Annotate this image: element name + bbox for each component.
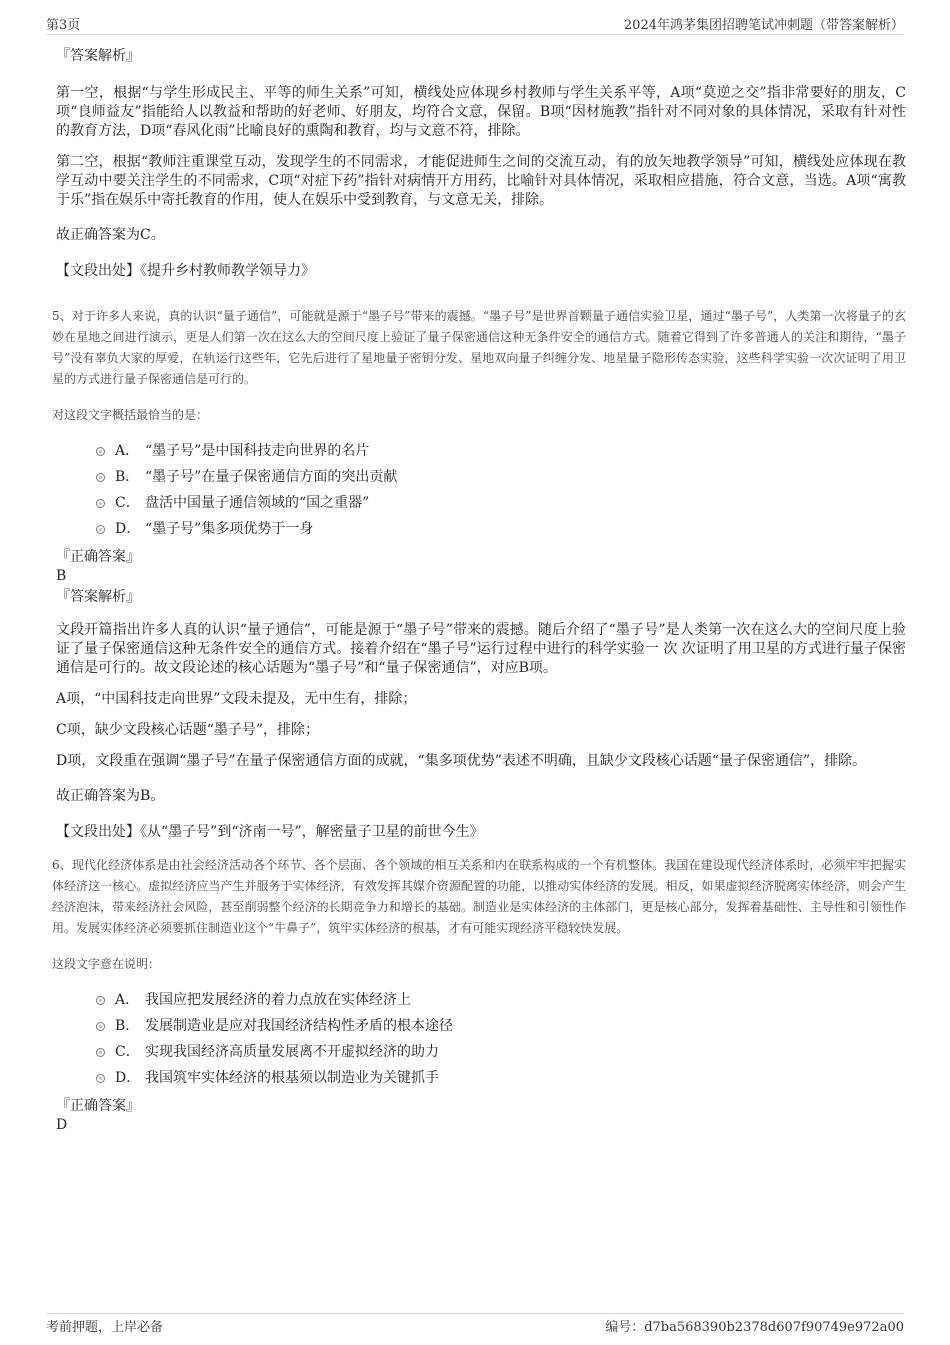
question-5-analysis-paragraph: 文段开篇指出许多人真的认识“量子通信”，可能是源于“墨子号”带来的震撼。随后介绍了“墨子号”是人类第一次在这么大的空间尺度上验证了量子保密通信这种无条件安全的通信方式。接着介绍在“墨子号”运行过程中进行的科学实验一 次 次证明了用卫星的方式进行量子保密通信是可行的。故文段论述的核心话题为“墨子号”和“量子保密通信”，对应B项。 — [56, 622, 906, 676]
question-6-options — [96, 986, 906, 1090]
option-text: 实现我国经济高质量发展离不开虚拟经济的助力 — [145, 1044, 439, 1060]
question-5-correct-label: 『正确答案』 — [56, 549, 140, 565]
question-5-correct-answer: B — [56, 568, 67, 584]
radio-icon[interactable] — [96, 996, 105, 1005]
question-5-option-a[interactable] — [96, 437, 906, 463]
question-5-source: 【文段出处】《从“墨子号”到“济南一号”，解密量子卫星的前世今生》 — [56, 824, 484, 840]
radio-icon[interactable] — [96, 447, 105, 456]
question-6-stem: 6、现代化经济体系是由社会经济活动各个环节、各个层面、各个领域的相互关系和内在联系构成的一个有机整体。我国在建设现代经济体系时，必须牢牢把握实体经济这一核心。虚拟经济应当产生并服务于实体经济，有效发挥其媒介资源配置的功能，以推动实体经济的发展。相反，如果虚拟经济脱离实体经济，则会产生经济泡沫，带来经济社会风险，甚至削弱整个经济的长期竞争力和增长的基础。制造业是实体经济的主体部门，更是核心部分，发挥着基础性、主导性和引领性作用。发展实体经济必须要抓住制造业这个“牛鼻子”，筑牢实体经济的根基，才有可能实现经济平稳较快发展。 — [52, 858, 906, 935]
option-letter: C． — [115, 495, 140, 511]
option-letter: D． — [115, 521, 141, 537]
question-5-option-b[interactable] — [96, 463, 906, 489]
question-6-correct-answer: D — [56, 1117, 68, 1133]
question-5-stem: 5、对于许多人来说，真的认识“量子通信”，可能就是源于“墨子号”带来的震撼。“墨子号”是世界首颗量子通信实验卫星，通过“墨子号”，人类第一次将量子的玄妙在星地之间进行演示，更是人们第一次在这么大的空间尺度上验证了量子保密通信这种无条件安全的通信方式。随着它得到了许多普通人的关注和期待，“墨子号”没有辜负大家的厚爱，在轨运行这些年，它先后进行了星地量子密钥分发、星地双向量子纠缠分发、地星量子隐形传态实验，这些科学实验一次次证明了用卫星的方式进行量子保密通信是可行的。 — [52, 309, 906, 386]
document-title: 2024年鸿茅集团招聘笔试冲刺题（带答案解析） — [623, 18, 904, 33]
question-5-option-c[interactable] — [96, 489, 906, 515]
footer-code: 编号：d7ba568390b2378d607f90749e972a00 — [605, 1320, 904, 1335]
option-letter: B． — [115, 469, 140, 485]
question-5-prompt: 对这段文字概括最恰当的是： — [52, 408, 209, 422]
option-text: 发展制造业是应对我国经济结构性矛盾的根本途径 — [145, 1018, 453, 1034]
prev-analysis-paragraph-1: 第一空，根据“与学生形成民主、平等的师生关系”可知，横线处应体现乡村教师与学生关系平等，A项“莫逆之交”指非常要好的朋友，C项“良师益友”指能给人以教益和帮助的好老师、好朋友，均符合文意，保留。B项“因材施教”指针对不同对象的具体情况，采取有针对性的教育方法，D项“春风化雨”比喻良好的熏陶和教育，均与文意不符，排除。 — [56, 85, 906, 139]
page-number: 第3页 — [46, 18, 81, 33]
page-header — [46, 12, 904, 35]
option-letter: A． — [115, 992, 140, 1008]
question-6-prompt: 这段文字意在说明： — [52, 957, 161, 971]
question-5-option-d[interactable] — [96, 515, 906, 541]
page-footer — [46, 1313, 904, 1334]
option-letter: D． — [115, 1070, 141, 1086]
radio-icon[interactable] — [96, 473, 105, 482]
question-6-option-b[interactable] — [96, 1012, 906, 1038]
question-6-option-c[interactable] — [96, 1038, 906, 1064]
question-5-conclusion: 故正确答案为B。 — [56, 788, 165, 804]
option-text: “墨子号”在量子保密通信方面的突出贡献 — [145, 469, 398, 485]
option-letter: B． — [115, 1018, 140, 1034]
radio-icon[interactable] — [96, 525, 105, 534]
option-letter: C． — [115, 1044, 140, 1060]
prev-analysis-label: 『答案解析』 — [56, 48, 140, 64]
option-text: “墨子号”集多项优势于一身 — [145, 521, 314, 537]
option-text: “墨子号”是中国科技走向世界的名片 — [145, 443, 370, 459]
question-5-analysis-paragraph: D项，文段重在强调“墨子号”在量子保密通信方面的成就，“集多项优势”表述不明确，且缺少文段核心话题“量子保密通信”，排除。 — [56, 753, 867, 769]
radio-icon[interactable] — [96, 1074, 105, 1083]
option-text: 盘活中国量子通信领域的“国之重器” — [145, 495, 370, 511]
option-text: 我国应把发展经济的着力点放在实体经济上 — [145, 992, 411, 1008]
prev-analysis-paragraph-2: 第二空，根据“教师注重课堂互动，发现学生的不同需求，才能促进师生之间的交流互动，有的放矢地教学领导”可知，横线处应体现在教学互动中要关注学生的不同需求，C项“对症下药”指针对病情开方用药，比喻针对具体情况，采取相应措施，符合文意，当选。A项“寓教于乐”指在娱乐中寄托教育的作用，使人在娱乐中受到教育，与文意无关，排除。 — [56, 154, 906, 208]
question-5-analysis-label: 『答案解析』 — [56, 589, 140, 605]
radio-icon[interactable] — [96, 1048, 105, 1057]
radio-icon[interactable] — [96, 1022, 105, 1031]
question-5-analysis-paragraph: A项，“中国科技走向世界”文段未提及，无中生有，排除； — [56, 691, 417, 707]
option-text: 我国筑牢实体经济的根基须以制造业为关键抓手 — [145, 1070, 439, 1086]
question-5-analysis-paragraph: C项，缺少文段核心话题“墨子号”，排除； — [56, 722, 320, 738]
option-letter: A． — [115, 443, 140, 459]
question-5-options — [96, 437, 906, 541]
radio-icon[interactable] — [96, 499, 105, 508]
page-content — [46, 40, 906, 1134]
prev-conclusion: 故正确答案为C。 — [56, 227, 165, 243]
question-6-option-d[interactable] — [96, 1064, 906, 1090]
footer-slogan: 考前押题，上岸必备 — [46, 1320, 164, 1335]
prev-source: 【文段出处】《提升乡村教师教学领导力》 — [56, 263, 315, 279]
question-6-correct-label: 『正确答案』 — [56, 1098, 140, 1114]
question-6-option-a[interactable] — [96, 986, 906, 1012]
